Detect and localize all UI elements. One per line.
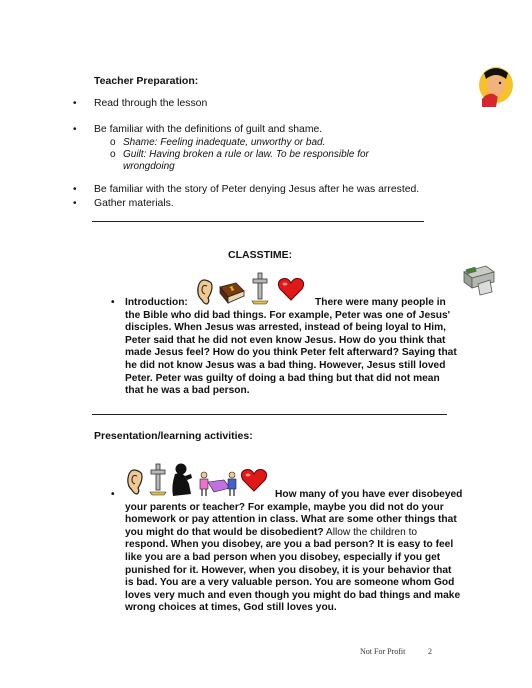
- presentation-heading: Presentation/learning activities:: [94, 430, 253, 442]
- footer-text: Not For Profit: [360, 647, 406, 656]
- cross-icon: [148, 462, 168, 496]
- presentation-line: wrong choices at times, God still loves you.: [125, 602, 337, 614]
- children-icon: [196, 470, 240, 498]
- presentation-line: respond. When you disobey, are you a bad person? It is easy to feel: [125, 539, 454, 551]
- heart-icon: [240, 467, 268, 493]
- bullet-dot: •: [111, 297, 115, 308]
- prep-bullet-1: Read through the lesson: [94, 98, 208, 109]
- sub-bullet-marker: o: [110, 149, 116, 160]
- bullet-dot: •: [73, 124, 77, 135]
- presentation-line: like you are a bad person when you disobey, especially if you get: [125, 552, 441, 563]
- intro-line: made Jesus feel? How do you think Peter felt afterward? Saying that: [125, 347, 457, 359]
- bullet-dot: •: [73, 184, 77, 195]
- intro-line: Peter said that he did not even know Jesus. How do you think that: [125, 334, 446, 346]
- prep-bullet-4: Gather materials.: [94, 198, 174, 209]
- sub-bullet-marker: o: [110, 137, 116, 148]
- presentation-line: your parents or teacher? For example, maybe you did not do your: [125, 501, 444, 513]
- prep-bullet-2: Be familiar with the definitions of guilt and shame.: [94, 124, 323, 135]
- ear-icon: [126, 468, 144, 496]
- guilt-definition-cont: wrongdoing: [123, 161, 175, 172]
- bible-icon: [218, 281, 246, 305]
- bullet-dot: •: [73, 98, 77, 109]
- presentation-line: How many of you have ever disobeyed: [275, 489, 463, 500]
- classtime-heading: CLASSTIME:: [228, 249, 293, 261]
- ear-icon: [196, 278, 214, 306]
- presentation-line: loves very much and even though you might do bad things and make: [125, 589, 461, 601]
- praying-child-icon: [169, 462, 195, 498]
- teacher-prep-heading: Teacher Preparation:: [94, 75, 199, 87]
- desk-icon: [460, 264, 496, 296]
- thinking-person-icon: [476, 63, 516, 109]
- presentation-line: punished for it. However, when you disobey, it is your behavior that: [125, 564, 452, 576]
- divider: [92, 221, 424, 222]
- divider: [92, 414, 447, 415]
- aside-text: Allow the children to: [323, 526, 418, 538]
- presentation-line: you might do that would be disobedient? Allow the children to: [125, 526, 418, 538]
- shame-definition: Shame: Feeling inadequate, unworthy or bad.: [123, 137, 326, 148]
- intro-line: disciples. When Jesus was arrested, instead of being loyal to Him,: [125, 322, 446, 334]
- prep-bullet-3: Be familiar with the story of Peter denying Jesus after he was arrested.: [94, 184, 420, 195]
- intro-line: he did not know Jesus was a bad thing. However, Jesus still loved: [125, 360, 446, 371]
- intro-line: Peter. Peter was guilty of doing a bad thing but that did not mean: [125, 372, 440, 384]
- presentation-line: is bad. You are a very valuable person. You are someone whom God: [125, 577, 455, 589]
- intro-line: that he was a bad person.: [125, 385, 250, 397]
- bullet-dot: •: [111, 489, 115, 500]
- intro-line: the Bible who did bad things. For example, Peter was one of Jesus': [125, 309, 451, 321]
- intro-line: There were many people in: [315, 297, 446, 308]
- intro-label: Introduction:: [125, 297, 188, 308]
- bullet-dot: •: [73, 198, 77, 209]
- guilt-definition: Guilt: Having broken a rule or law. To be responsible for: [123, 149, 369, 160]
- cross-icon: [250, 271, 270, 305]
- presentation-line: homework or pay attention in class. What are some other things that: [125, 514, 457, 526]
- page-number: 2: [428, 647, 432, 656]
- heart-icon: [277, 276, 305, 302]
